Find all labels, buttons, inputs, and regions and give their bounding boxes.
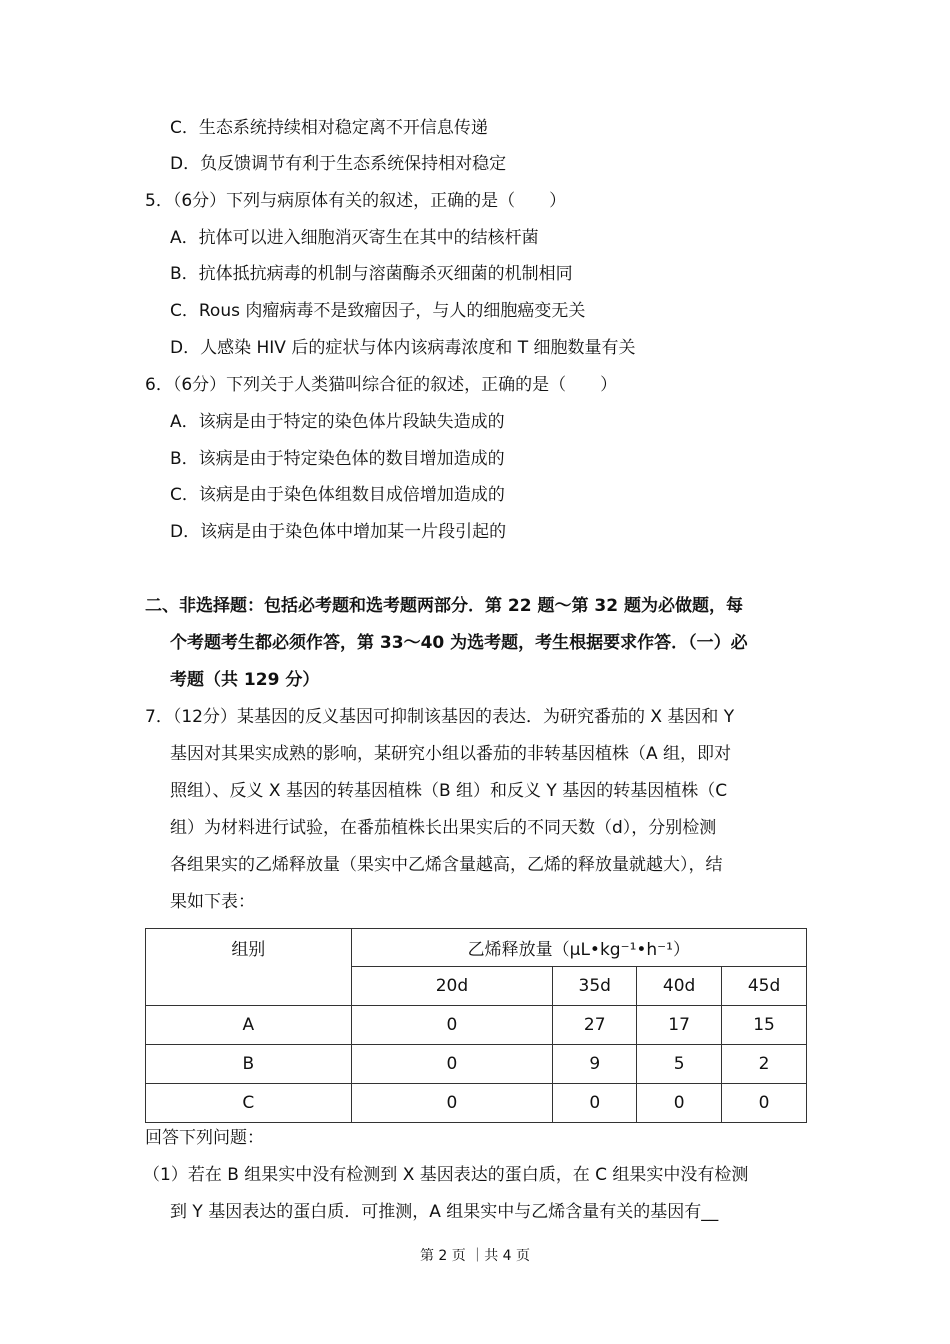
value-header: 乙烯释放量（μL•kg⁻¹•h⁻¹） — [351, 929, 806, 967]
group-cell: A — [146, 1006, 352, 1045]
value-cell: 0 — [351, 1045, 553, 1084]
question-7-text: 照组）、反义 X 基因的转基因植株（B 组）和反义 Y 基因的转基因植株（C — [170, 781, 728, 801]
value-cell: 0 — [637, 1084, 722, 1123]
value-cell: 0 — [351, 1084, 553, 1123]
sub-question-1-text: 到 Y 基因表达的蛋白质．可推测，A 组果实中与乙烯含量有关的基因有__ — [170, 1202, 719, 1222]
question-7-text: 各组果实的乙烯释放量（果实中乙烯含量越高，乙烯的释放量就越大），结 — [170, 855, 723, 875]
group-header: 组别 — [146, 929, 352, 1006]
question-7-text: 组）为材料进行试验，在番茄植株长出果实后的不同天数（d），分别检测 — [170, 818, 717, 838]
option-text: B．该病是由于特定染色体的数目增加造成的 — [170, 449, 505, 469]
value-cell: 0 — [553, 1084, 637, 1123]
table-row — [146, 1084, 807, 1123]
section-heading: 二、非选择题：包括必考题和选考题两部分．第 22 题～第 32 题为必做题，每 — [145, 596, 743, 616]
ethylene-table — [145, 928, 807, 1123]
value-cell: 15 — [722, 1006, 807, 1045]
option-text: D．该病是由于染色体中增加某一片段引起的 — [170, 522, 507, 542]
answer-prompt: 回答下列问题： — [145, 1128, 264, 1148]
value-cell: 0 — [351, 1006, 553, 1045]
question-7-text: 基因对其果实成熟的影响，某研究小组以番茄的非转基因植株（A 组，即对 — [170, 744, 732, 764]
value-cell: 9 — [553, 1045, 637, 1084]
value-cell: 27 — [553, 1006, 637, 1045]
group-cell: C — [146, 1084, 352, 1123]
question-6: 6．（6分）下列关于人类猫叫综合征的叙述，正确的是（ ） — [145, 375, 618, 395]
option-text: A．抗体可以进入细胞消灭寄生在其中的结核杆菌 — [170, 228, 539, 248]
group-cell: B — [146, 1045, 352, 1084]
day-header: 40d — [637, 967, 722, 1006]
option-text: D．负反馈调节有利于生态系统保持相对稳定 — [170, 154, 507, 174]
table-row — [146, 1045, 807, 1084]
option-text: D．人感染 HIV 后的症状与体内该病毒浓度和 T 细胞数量有关 — [170, 338, 636, 358]
value-cell: 5 — [637, 1045, 722, 1084]
question-7-text: 果如下表： — [170, 892, 255, 912]
section-heading: 个考题考生都必须作答，第 33～40 为选考题，考生根据要求作答．（一）必 — [170, 633, 748, 653]
sub-question-1: （1）若在 B 组果实中没有检测到 X 基因表达的蛋白质，在 C 组果实中没有检测 — [143, 1165, 749, 1185]
question-5: 5．（6分）下列与病原体有关的叙述，正确的是（ ） — [145, 191, 567, 211]
value-cell: 17 — [637, 1006, 722, 1045]
day-header: 20d — [351, 967, 553, 1006]
option-text: C．该病是由于染色体组数目成倍增加造成的 — [170, 485, 505, 505]
option-text: C．Rous 肉瘤病毒不是致瘤因子，与人的细胞癌变无关 — [170, 301, 586, 321]
page-footer: 第 2 页 ｜共 4 页 — [419, 1248, 531, 1264]
section-heading: 考题（共 129 分） — [170, 670, 320, 690]
table-row — [146, 1006, 807, 1045]
day-header: 35d — [553, 967, 637, 1006]
option-text: C．生态系统持续相对稳定离不开信息传递 — [170, 118, 488, 138]
value-cell: 2 — [722, 1045, 807, 1084]
option-text: B．抗体抵抗病毒的机制与溶菌酶杀灭细菌的机制相同 — [170, 264, 573, 284]
day-header: 45d — [722, 967, 807, 1006]
option-text: A．该病是由于特定的染色体片段缺失造成的 — [170, 412, 505, 432]
value-cell: 0 — [722, 1084, 807, 1123]
question-7: 7．（12分）某基因的反义基因可抑制该基因的表达．为研究番茄的 X 基因和 Y — [145, 707, 735, 727]
